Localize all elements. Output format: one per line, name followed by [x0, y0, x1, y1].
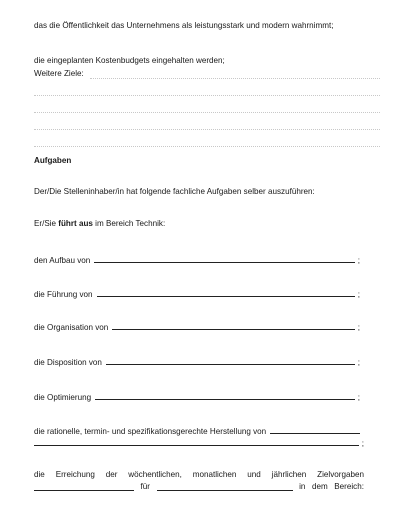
herstellung-fill-line-1[interactable]: [270, 425, 360, 434]
section-heading-aufgaben: Aufgaben: [34, 156, 72, 165]
herstellung-label: die rationelle, termin- und spezifikationsgerechte Herstellung von: [34, 427, 267, 436]
zielvorgaben-word: monatlichen: [192, 470, 237, 479]
zielvorgaben-word: Zielvorgaben: [317, 470, 364, 479]
task-end: ;: [357, 290, 360, 299]
task-row-fuehrung: [34, 288, 360, 300]
task-label: den Aufbau von: [34, 256, 91, 265]
weitere-ziele-line-5[interactable]: [34, 146, 380, 147]
zielvorgaben-line-1: [34, 470, 364, 480]
er-sie-fuehrt-aus: [34, 219, 165, 229]
weitere-ziele-line-4[interactable]: [34, 129, 380, 130]
task-label: die Organisation von: [34, 323, 109, 332]
task-label: die Optimierung: [34, 393, 92, 402]
zielvorgaben-dem: dem: [311, 482, 328, 491]
herstellung-fill-line-2[interactable]: [34, 437, 359, 446]
zielvorgaben-word: der: [105, 470, 118, 479]
task-end: ;: [357, 323, 360, 332]
task-row-aufbau: [34, 254, 360, 266]
task-end: ;: [357, 256, 360, 265]
task-fill-line[interactable]: [112, 321, 355, 330]
er-sie-suffix: im Bereich Technik:: [95, 219, 166, 228]
task-fill-line[interactable]: [95, 391, 355, 400]
task-fill-line[interactable]: [106, 356, 355, 365]
task-label: die Disposition von: [34, 358, 102, 367]
task-fill-line[interactable]: [97, 288, 355, 297]
task-label: die Führung von: [34, 290, 93, 299]
zielvorgaben-word: Erreichung: [55, 470, 95, 479]
er-sie-prefix: Er/Sie: [34, 219, 57, 228]
aufgaben-intro: Der/Die Stelleninhaber/in hat folgende fachliche Aufgaben selber auszuführen:: [34, 187, 315, 196]
zielvorgaben-fill-2[interactable]: [157, 482, 293, 491]
weitere-ziele-label: Weitere Ziele:: [34, 69, 84, 78]
task-end: ;: [357, 393, 360, 402]
herstellung-row-2: [34, 437, 364, 449]
zielvorgaben-line-2: [34, 482, 364, 492]
task-row-optimierung: [34, 391, 360, 403]
text-line-oeffentlichkeit: das die Öffentlichkeit das Unternehmens als leistungsstark und modern wahrnimmt;: [34, 21, 334, 30]
weitere-ziele-line-1[interactable]: [90, 78, 380, 79]
zielvorgaben-word: und: [247, 470, 261, 479]
task-row-organisation: [34, 321, 360, 333]
herstellung-row: [34, 425, 360, 437]
er-sie-bold: führt aus: [58, 219, 93, 228]
zielvorgaben-bereich: Bereich:: [334, 482, 364, 491]
zielvorgaben-fill-1[interactable]: [34, 482, 134, 491]
task-row-disposition: [34, 356, 360, 368]
task-fill-line[interactable]: [94, 254, 354, 263]
zielvorgaben-word: wöchentlichen,: [128, 470, 182, 479]
zielvorgaben-word: die: [34, 470, 45, 479]
text-line-kostenbudgets: die eingeplanten Kostenbudgets eingehalten werden;: [34, 56, 225, 65]
zielvorgaben-word: jährlichen: [271, 470, 307, 479]
zielvorgaben-fuer: für: [140, 482, 150, 491]
herstellung-end: ;: [361, 439, 364, 448]
zielvorgaben-in: in: [299, 482, 306, 491]
weitere-ziele-line-3[interactable]: [34, 112, 380, 113]
task-end: ;: [357, 358, 360, 367]
weitere-ziele-line-2[interactable]: [34, 95, 380, 96]
